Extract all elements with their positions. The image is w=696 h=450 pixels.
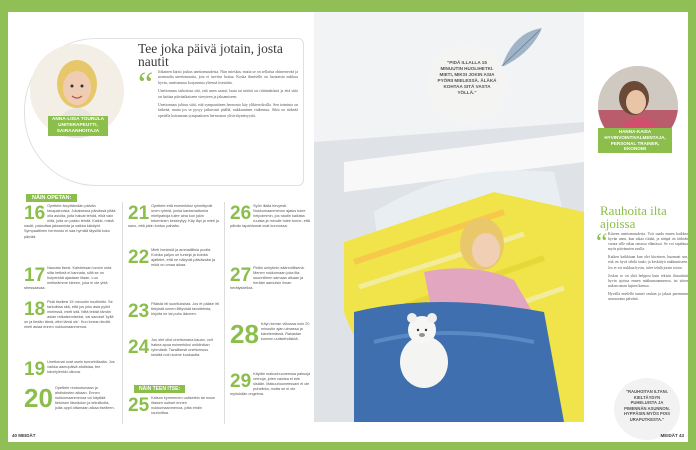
tip-number: 17 [24,265,46,286]
magazine-spread [8,12,688,442]
tip-text: Käyn kerran viikossa noin 20 minuutin ajan uimassa ja kävelemässä. Rakastan kunnon uutislehdistöä. [260,322,310,342]
column-divider [224,202,225,424]
article-title: Rauhoita ilta ajoissa [600,203,667,231]
tip-number: 25 [128,395,150,416]
section-banner: NÄIN OPETAN: [26,194,77,202]
left-page [8,12,314,442]
tip-text: Naurata itsesi. Kahdeksan tunnin unta silta hetkeä ei kannata, sillä se on huipentää ajastaan iltaan. Luo melkeämme kiireen, joka ei ole yhtä stressaavaa. [24,266,112,291]
tip-number: 19 [24,359,46,380]
tip-number: 18 [24,299,46,320]
tip-text: Opettele ärsyttämään päivän tavapainoisia. Jokaisessa päivässä pitää olla asioita, joita haluat tehdä, eikä vain niitä, joita on pakko tehdä. Kaikki, mistä nautit, palauttaa jaksamista ja vaikka käsityöt. Sympaattinen hermosto ei saa hyrrätä täysillä koko päivää. [24,204,116,239]
tip-number: 27 [230,265,252,286]
body-paragraph: Kiireen unettomuudesta. Voit saada ennen kaikkea hyvän unen, kun aikaa riittää, ja niinpä on tärkeää varata sille aikaa omassa elämässä. Se voi tapahtua myös päiväunien avulla. [608,232,688,252]
tip-item [24,266,118,291]
tip-item [128,248,220,268]
tip-text: Opettele että esimerkiksi ryhmittyvät unen rytmiä, jonka kantamattomia mielipahoja tulee aina kun jokin tekeminen keskeytyy. Käy läpi ja mieti ja sano, että jokin tuntuu pahalta. [128,204,219,229]
tip-text: Jos olet ollut unettomana kauan, voit hakea apua esimerkiksi uniklinikan ryhmästä. Tavallisesti unettomuus kestää noin kolme kuukautta. [151,338,213,358]
section-banner: NÄIN TEEN ITSE: [134,385,185,393]
tip-item [128,396,220,416]
article-title: Tee joka päivä jotain, josta nautit [138,41,283,69]
tip-item [128,338,220,358]
tip-text: Päästä irti suorituksista. Jos et pääse irti tietyistä uneen liittyvistä tavoitteista, kirjoita ne tai puhu ääneen. [151,302,219,317]
tip-number: 21 [128,203,150,224]
person-name: HANNA-KAISA [618,129,652,134]
tip-text: Pidä itsellesi 15 minuutin huolihetki. Se tarkoittaa sitä, että jos joku asia pyörii mielessä, mieti sitä. Mitä tekisit tämän asian ratkaisemiseksi, vai sanoisit 'kyllä on ja tiedän tämä, ettei tämä ole'. Kun kerran tiedät, mieti asiaa ennen nukkumaanmenoa. [24,300,114,330]
tip-item [230,372,312,397]
tip-text: Käytän makuuhuoneessa paksuja verhoja, joten valoisa ei tule sisään. Makuuhuoneessani ei ole puhelinta, mutta se ei ole myöskään ongelma. [230,372,311,397]
intro-paragraph: Jokainen kärsii joskus unettomuudesta. Niin mieskin, mutta se on sellaista ohimenevää ja normaalia unettomuutta, jota ei tarvitse hoitaa. Koska ihmiselle on luontaista nukkua hyvin, unettomuus korjaantuu yleensä itsestään. [158,70,298,85]
tip-text: Syön illalla kevyesti. Nukkumaanmenon ajatus tulee helpoimmin, jos nautin kaikista ruuista ja minulle tulee tunne, että päivän tapahtumat ovat kunnossa. [230,204,310,229]
person-name: ANNA-LIISA TOURULA [51,117,105,122]
main-photo [314,12,584,422]
tip-number: 28 [230,319,259,349]
tip-item [230,266,312,291]
tip-text: Mieti henkisiä ja ammatillisia puolia. Kuinka paljon on tunteja ja kuinka ajattelet, että ne näkyvät päivässäsi ja mikä on omaa aikaa. [151,248,216,268]
intro-paragraph: Unettomuus johtuu siitä, että sympaattinen hermosto käy ylikierroksilla. Sen toiminta on tärkeää, mutta jos se pysyy jatkuvasti päällä, nukkuminen vaikeutuu. Siksi on tärkeää opetella hoitamaan sympaattisen hermoston ylivirittyneisyyttä. [158,103,298,118]
tip-number: 24 [128,337,150,358]
tip-item [24,383,118,413]
tip-text: Katson kymmenen uutisetkin tai muun iltaisen uutiset ennen nukkumaanmenoa, jotta ehdin rauhoittua. [151,396,216,416]
tip-item [24,360,118,378]
column-divider [122,202,123,424]
pull-quote: "RAUHOITAN ILTANI. KIELTÄYDYN PUHELUISTA JA PIMENNÄN ASUNNON. HYPPÄSIN MYÖS POIS URAPUTKESTA." [614,378,680,440]
body-text [608,232,688,305]
person-caption [48,116,108,136]
person-caption [598,128,672,153]
body-paragraph: Kaiken kaikkiaan kun olet kiireinen, huomaat sen, että on hyvä tehdä tauko ja keskittyä nukkumiseen. Jos et voi nukkua hyvin, tulee tehdä jotain toisin. [608,255,688,270]
tip-text: Unettomat ovat usein tunnetrikkaita. Jos vaikka aamupäivä ahdistaa, tee kävelylenkki ulkona. [47,360,115,375]
tip-number: 29 [230,371,252,392]
tip-item [230,319,312,349]
tip-item [128,302,220,320]
intro-paragraph: Unettomuus tarkoittaa sitä, että unen saanti, laatu tai määrä on riittämätöntä ja että siitä on haittaa päiväaikaiseen vireyteen ja jaksamiseen. [158,89,298,99]
tip-text: Opettele rentoutumaan ja ahdistusten aikaan. Ennen nukkumaanmenoa voi käyttää tietoisen läsnäolon ja tekniikoita, joilla oppii ottamaan aikaa itselleen. [54,386,115,411]
page-footer: MEIDÄT 43 [660,433,684,438]
person-role: HYVINVOINTIVALMENTAJA, PERSONAL TRAINER, EKONOMI [604,134,666,152]
person-role: UNITERAPEUTTI, SAIRAANHOITAJA [56,123,100,134]
tip-item [230,204,312,229]
tip-item [128,204,220,229]
tip-item [24,204,118,240]
tip-text: Pidän unirytmin säännöllisenä. Menen nukkumaan joka ilta suunnilleen samaan aikaan ja herään aamuisin ilman herätyskelloa. [230,266,305,291]
page-footer: 40 MEIDÄT [12,433,36,438]
intro-text [158,70,298,122]
tip-number: 22 [128,247,150,268]
tip-number: 20 [24,383,53,413]
tip-number: 16 [24,203,46,224]
tip-number: 26 [230,203,252,224]
quote-mark-icon: “ [138,66,154,103]
feather-icon [496,22,546,72]
tip-number: 23 [128,301,150,322]
pull-quote: "PIDÄ ILLALLA 15 MINUUTIN HUOLIHETKI. MIETI, MIKSI JOKIN ASIA PYÖRII MIELESSÄ. ÄLÄKÄ KOHTAA SITÄ VASTA YÖLLÄ." [428,46,506,122]
tip-item [24,300,118,331]
body-paragraph: Hyvällä mielellä tunnet rauhan ja jaksat paremmin seuraavana päivänä. [608,291,688,302]
quote-mark-icon: “ [596,228,608,257]
body-paragraph: Joskus se on yhtä helppoa kuin tekisin iltarutiinit hyvin ajoissa ennen nukkumaanmenoa, tai sitten nukun oman lapsen kanssa. [608,273,688,288]
